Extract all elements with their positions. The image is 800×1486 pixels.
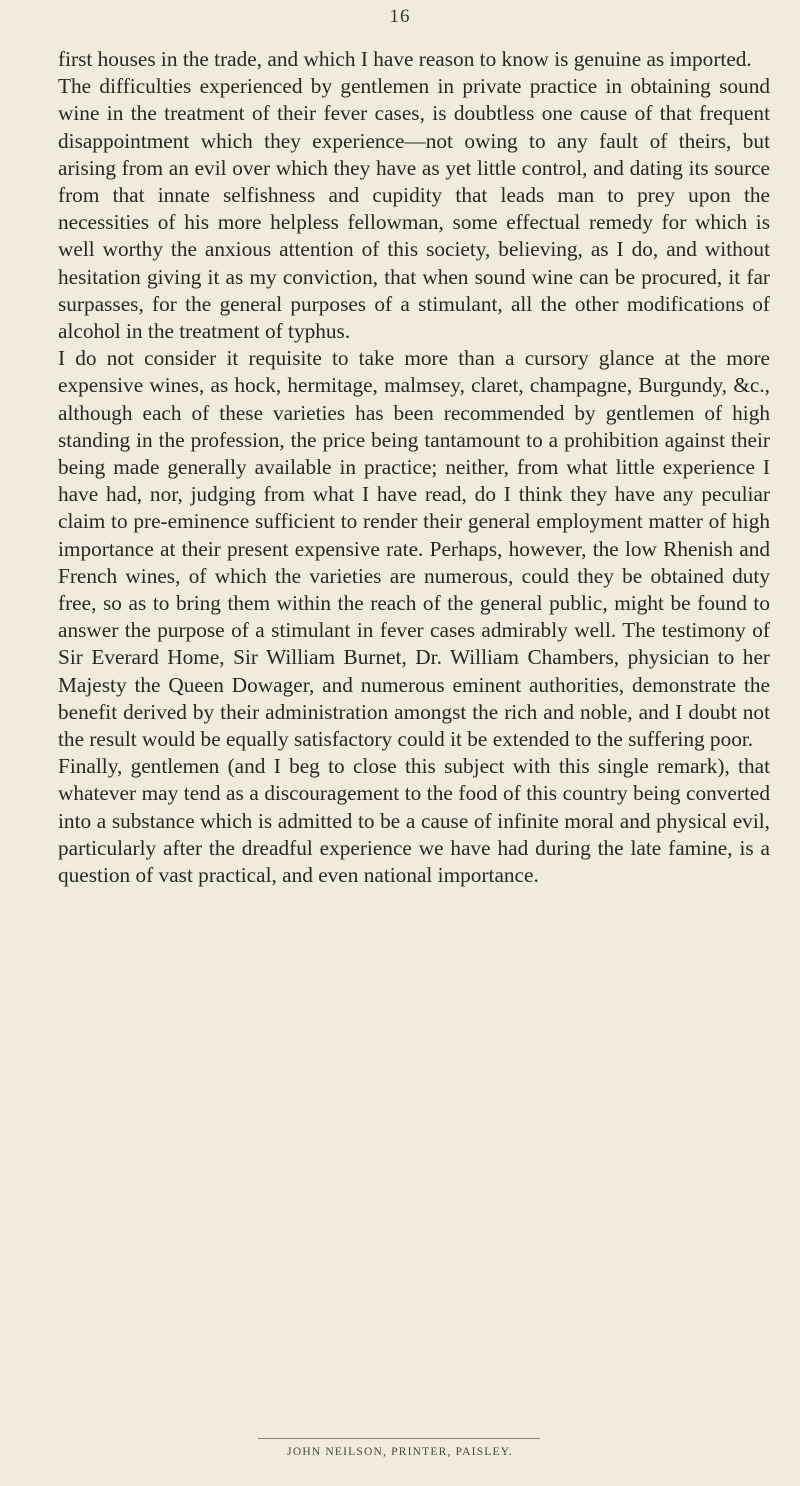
printer-imprint: JOHN NEILSON, PRINTER, PAISLEY. (287, 1446, 513, 1458)
paragraph-expensive-wines: I do not consider it requisite to take more than a cursory glance at the more expensive wines, as hock, hermitage, malmsey, claret, champagne, Burgundy, &c., although each of these varieties has been recommended by gentlemen of high standing in the profession, the price being tantamount to a prohibition against their being made generally available in practice; neither, from what little experience I have had, nor, judging from what I have read, do I think they have any peculiar claim to pre-eminence sufficient to render their general employment matter of high importance at their present expensive rate. Perhaps, however, the low Rhenish and French wines, of which the varieties are numerous, could they be obtained duty free, so as to bring them within the reach of the general public, might be found to answer the purpose of a stimulant in fever cases admirably well. The testimony of Sir Everard Home, Sir William Burnet, Dr. William Chambers, physician to her Majesty the Queen Dowager, and numerous eminent authorities, demonstrate the benefit derived by their administration amongst the rich and noble, and I doubt not the result would be equally satisfactory could it be extended to the suffering poor. (58, 346, 770, 752)
page-number: 16 (389, 6, 411, 27)
body-text (58, 46, 770, 889)
imprint-rule (258, 1438, 540, 1439)
paragraph-continuation: first houses in the trade, and which I have reason to know is genuine as imported. (58, 47, 752, 71)
paragraph-wine-difficulties: The difficulties experienced by gentlemen in private practice in obtaining sound wine in the treatment of their fever cases, is doubtless one cause of that frequent disappointment which they experience—not owing to any fault of theirs, but arising from an evil over which they have as yet little control, and dating its source from that innate selfishness and cupidity that leads man to prey upon the necessities of his more helpless fellowman, some effectual remedy for which is well worthy the anxious attention of this society, believing, as I do, and without hesitation giving it as my conviction, that when sound wine can be procured, it far surpasses, for the general purposes of a stimulant, all the other modifications of alcohol in the treatment of typhus. (58, 74, 770, 344)
paragraph-finally: Finally, gentlemen (and I beg to close this subject with this single remark), that whatever may tend as a discouragement to the food of this country being converted into a substance which is admitted to be a cause of infinite moral and physical evil, particularly after the dreadful experience we have had during the late famine, is a question of vast practical, and even national importance. (58, 754, 770, 888)
